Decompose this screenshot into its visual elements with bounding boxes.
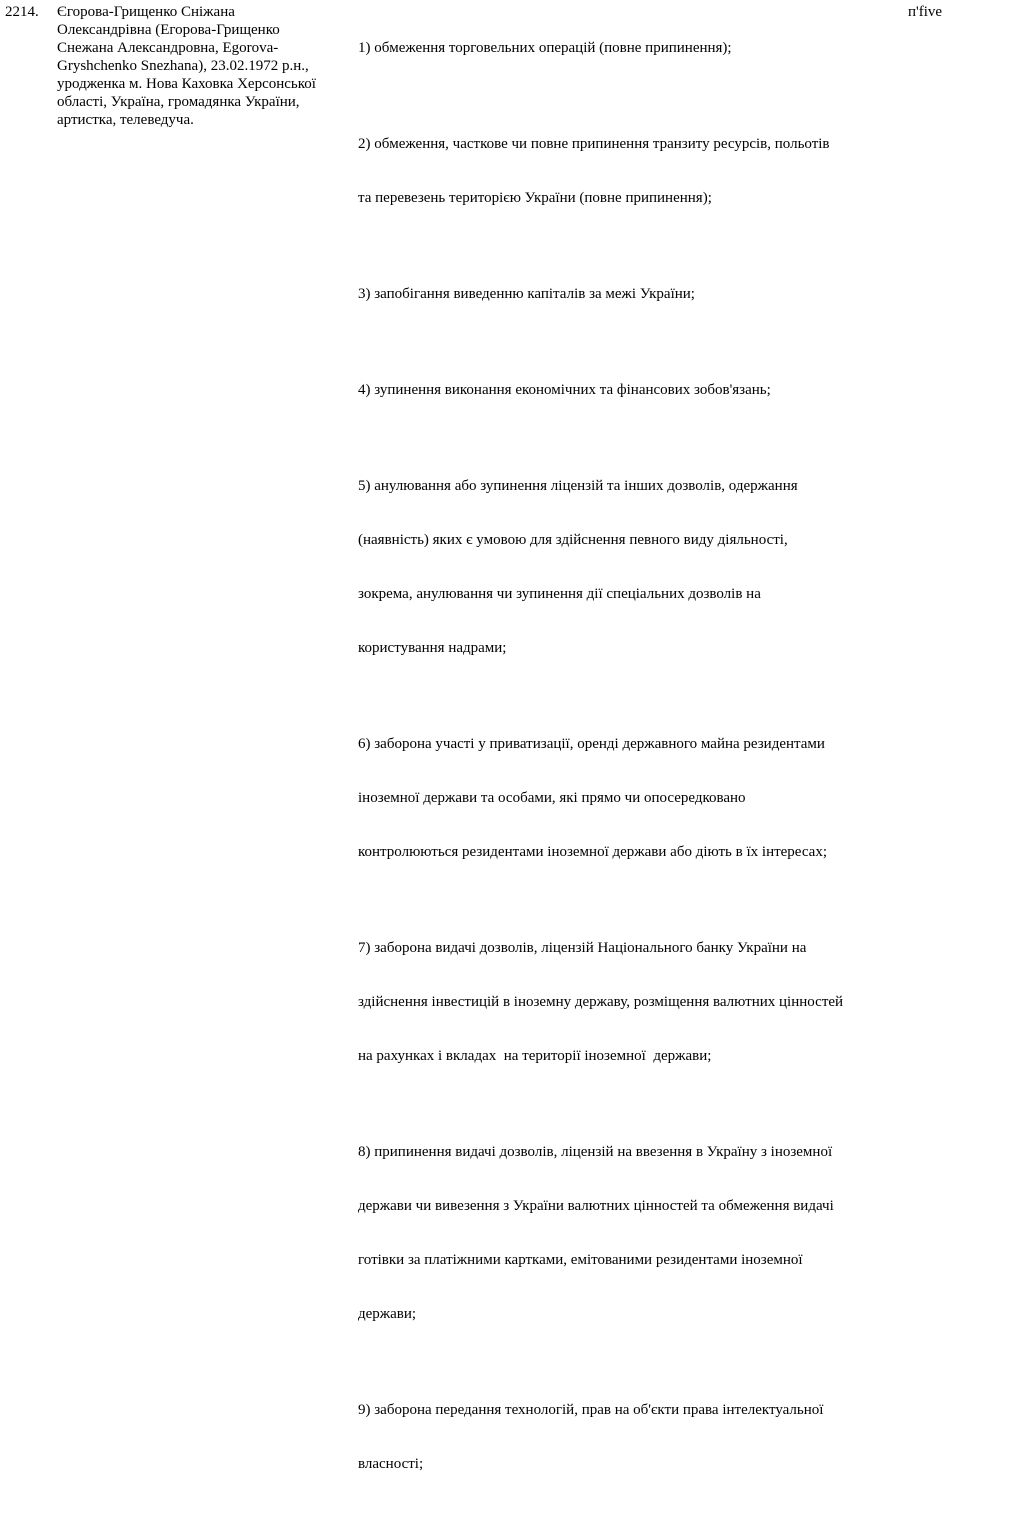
measure-line: 7) заборона видачі дозволів, ліцензій Національного банку України на bbox=[358, 940, 807, 956]
measure-line: держави; bbox=[358, 1306, 417, 1322]
person-line: Gryshchenko Snezhana), 23.02.1972 р.н., bbox=[57, 58, 309, 74]
entry-number: 2214. bbox=[5, 4, 39, 20]
measure-line: 2) обмеження, часткове чи повне припинення транзиту ресурсів, польотів bbox=[358, 136, 830, 152]
person-line: Олександрівна (Егорова-Грищенко bbox=[57, 22, 280, 38]
sanction-measure-6 bbox=[358, 699, 888, 897]
measure-line: 4) зупинення виконання економічних та фінансових зобов'язань; bbox=[358, 382, 771, 398]
measure-line: контролюються резидентами іноземної держави або діють в їх інтересах; bbox=[358, 844, 828, 860]
person-line: артистка, телеведуча. bbox=[57, 112, 194, 128]
sanction-measure-7 bbox=[358, 903, 888, 1101]
sanction-measure-2 bbox=[358, 99, 888, 243]
measure-line: 6) заборона участі у приватизації, оренді державного майна резидентами bbox=[358, 736, 825, 752]
person-description bbox=[57, 3, 347, 129]
measure-line: зокрема, анулювання чи зупинення дії спеціальних дозволів на bbox=[358, 586, 761, 602]
measure-line: 1) обмеження торговельних операцій (повне припинення); bbox=[358, 40, 732, 56]
measure-line: на рахунках і вкладах на території іноземної держави; bbox=[358, 1048, 712, 1064]
person-line: Снежана Александровна, Egorova- bbox=[57, 40, 279, 56]
sanction-measure-1 bbox=[358, 3, 888, 93]
measure-line: здійснення інвестицій в іноземну державу, розміщення валютних цінностей bbox=[358, 994, 844, 1010]
measure-line: 3) запобігання виведенню капіталів за межі України; bbox=[358, 286, 695, 302]
measure-line: готівки за платіжними картками, емітованими резидентами іноземної bbox=[358, 1252, 803, 1268]
measure-line: 9) заборона передання технологій, прав на об'єкти права інтелектуальної bbox=[358, 1402, 824, 1418]
person-line: області, Україна, громадянка України, bbox=[57, 94, 300, 110]
measure-line: та перевезень територією України (повне припинення); bbox=[358, 190, 712, 206]
measure-line: іноземної держави та особами, які прямо чи опосередковано bbox=[358, 790, 746, 806]
person-line: уродженка м. Нова Каховка Херсонської bbox=[57, 76, 316, 92]
sanction-measure-8 bbox=[358, 1107, 888, 1359]
measure-line: 8) припинення видачі дозволів, ліцензій на ввезення в Україну з іноземної bbox=[358, 1144, 833, 1160]
measure-line: користування надрами; bbox=[358, 640, 507, 656]
measure-line: власності; bbox=[358, 1456, 424, 1472]
measure-line: 5) анулювання або зупинення ліцензій та інших дозволів, одержання bbox=[358, 478, 798, 494]
measure-line: держави чи вивезення з України валютних цінностей та обмеження видачі bbox=[358, 1198, 834, 1214]
sanction-term: п'five bbox=[908, 4, 943, 20]
sanction-measures-list bbox=[358, 3, 888, 1515]
sanction-measure-4 bbox=[358, 345, 888, 435]
sanction-measure-3 bbox=[358, 249, 888, 339]
person-line: Єгорова-Грищенко Сніжана bbox=[57, 4, 235, 20]
sanction-measure-5 bbox=[358, 441, 888, 693]
sanction-measure-9 bbox=[358, 1365, 888, 1509]
measure-line: (наявність) яких є умовою для здійснення певного виду діяльності, bbox=[358, 532, 788, 548]
